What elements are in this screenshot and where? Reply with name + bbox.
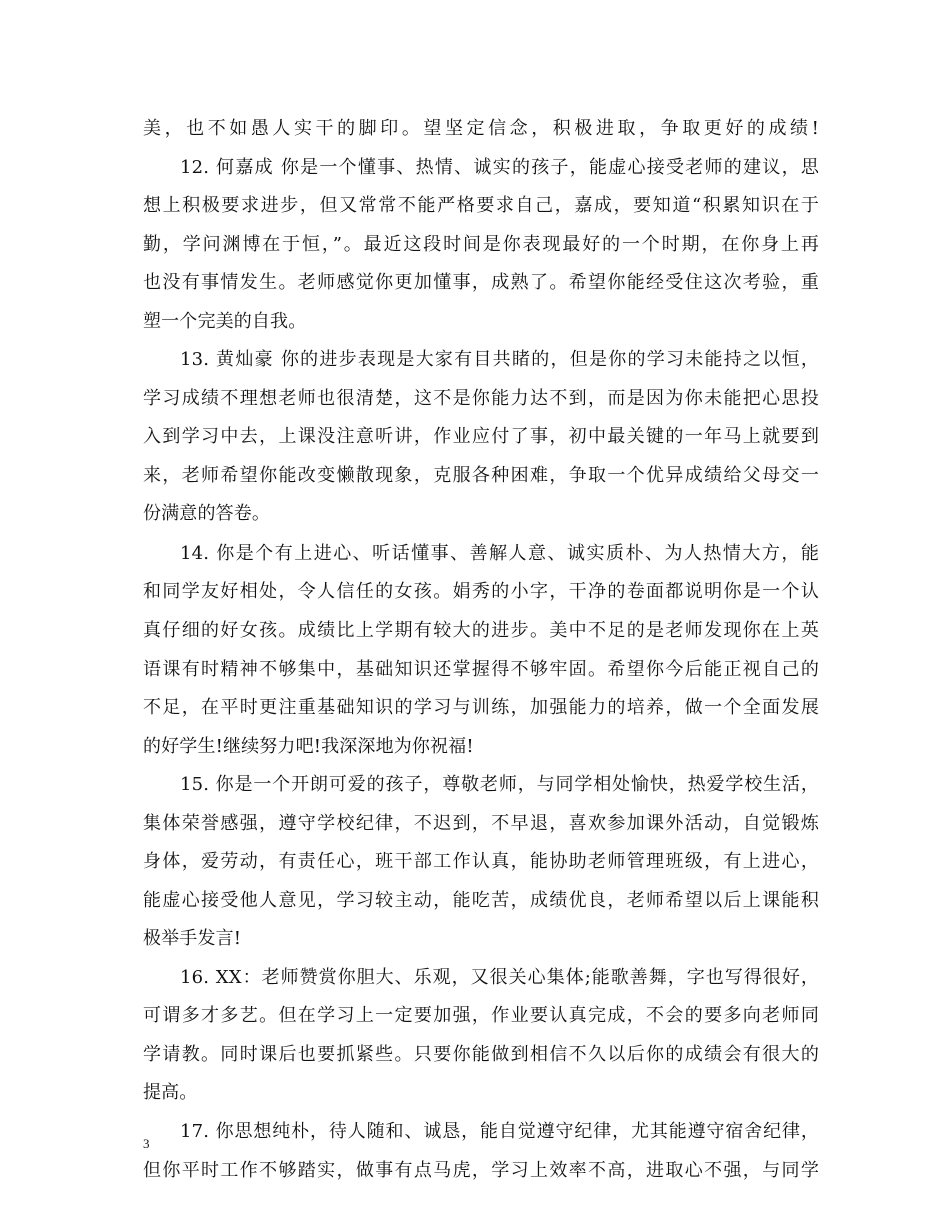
text-line: 身体，爱劳动，有责任心，班干部工作认真，能协助老师管理班级，有上进心， [143,851,819,872]
text-line: 勤，学问渊博在于恒，”。最近这段时间是你表现最好的一个时期，在你身上再 [143,234,819,255]
text-line: 可谓多才多艺。但在学习上一定要加强，作业要认真完成，不会的要多向老师同 [143,1005,819,1026]
paragraph-13-first-line: 13. 黄灿豪 你的进步表现是大家有目共睹的，但是你的学习未能持之以恒， [180,349,819,370]
text-line: 份满意的答卷。 [143,503,271,524]
text-line: 和同学友好相处，令人信任的女孩。娟秀的小字，干净的卷面都说明你是一个认 [143,581,819,602]
text-line: 来，老师希望你能改变懒散现象，克服各种困难，争取一个优异成绩给父母交一 [143,465,819,486]
text-line: 极举手发言! [143,928,242,949]
text-line: 学习成绩不理想老师也很清楚，这不是你能力达不到，而是因为你未能把心思投 [143,388,819,409]
paragraph-12-first-line: 12. 何嘉成 你是一个懂事、热情、诚实的孩子，能虚心接受老师的建议，思 [180,157,819,178]
text-line: 学请教。同时课后也要抓紧些。只要你能做到相信不久以后你的成绩会有很大的 [143,1044,819,1065]
text-line: 但你平时工作不够踏实，做事有点马虎，学习上效率不高，进取心不强，与同学 [143,1160,819,1181]
text-line: 不足，在平时更注重基础知识的学习与训练，加强能力的培养，做一个全面发展 [143,697,819,718]
text-line: 想上积极要求进步，但又常常不能严格要求自己，嘉成，要知道“积累知识在于 [143,195,819,216]
text-line: 的好学生!继续努力吧!我深深地为你祝福! [143,736,474,757]
text-line: 集体荣誉感强，遵守学校纪律，不迟到，不早退，喜欢参加课外活动，自觉锻炼 [143,813,819,834]
paragraph-15-first-line: 15. 你是一个开朗可爱的孩子，尊敬老师，与同学相处愉快，热爱学校生活， [180,774,819,795]
text-line: 也没有事情发生。老师感觉你更加懂事，成熟了。希望你能经受住这次考验，重 [143,272,819,293]
text-line: 能虚心接受他人意见，学习较主动，能吃苦，成绩优良，老师希望以后上课能积 [143,890,819,911]
text-line: 语课有时精神不够集中，基础知识还掌握得不够牢固。希望你今后能正视自己的 [143,659,819,680]
paragraph-16-first-line: 16. XX：老师赞赏你胆大、乐观，又很关心集体;能歌善舞，字也写得很好， [180,967,819,988]
paragraph-14-first-line: 14. 你是个有上进心、听话懂事、善解人意、诚实质朴、为人热情大方，能 [180,543,819,564]
text-line: 美，也不如愚人实干的脚印。望坚定信念，积极进取，争取更好的成绩! [143,118,819,139]
text-line: 提高。 [143,1082,198,1103]
text-line: 塑一个完美的自我。 [143,311,307,332]
text-line: 真仔细的好女孩。成绩比上学期有较大的进步。美中不足的是老师发现你在上英 [143,620,819,641]
text-line: 入到学习中去，上课没注意听讲，作业应付了事，初中最关键的一年马上就要到 [143,426,819,447]
page-number: 3 [143,1136,150,1151]
paragraph-17-first-line: 17. 你思想纯朴，待人随和、诚恳，能自觉遵守纪律，尤其能遵守宿舍纪律， [180,1121,819,1142]
